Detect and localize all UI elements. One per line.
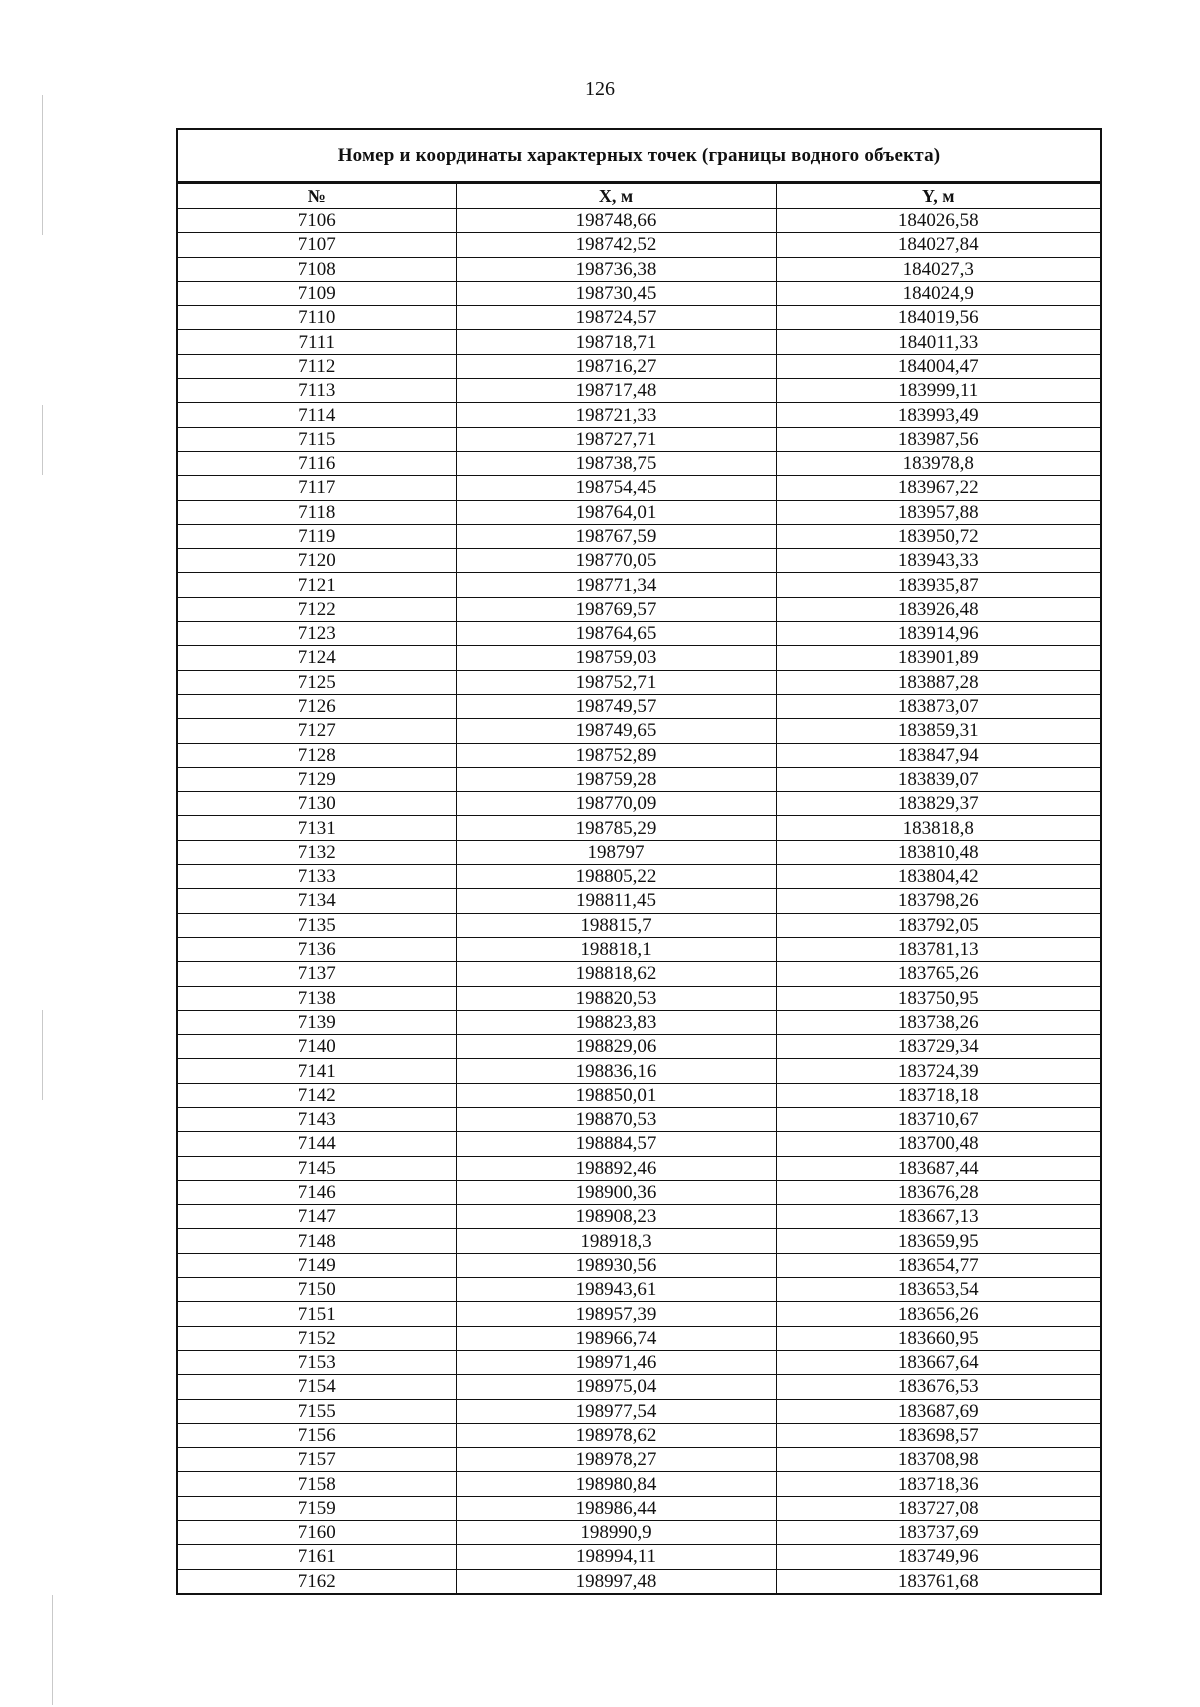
x-coordinate-cell: 198829,06 bbox=[456, 1035, 776, 1059]
x-coordinate-cell: 198771,34 bbox=[456, 573, 776, 597]
point-number-cell: 7142 bbox=[178, 1083, 456, 1107]
point-number-cell: 7117 bbox=[178, 476, 456, 500]
table-row bbox=[178, 913, 1100, 937]
point-number-cell: 7158 bbox=[178, 1472, 456, 1496]
x-coordinate-cell: 198850,01 bbox=[456, 1083, 776, 1107]
table-row bbox=[178, 962, 1100, 986]
x-coordinate-cell: 198815,7 bbox=[456, 913, 776, 937]
table-row bbox=[178, 500, 1100, 524]
table-row bbox=[178, 306, 1100, 330]
x-coordinate-cell: 198718,71 bbox=[456, 330, 776, 354]
point-number-cell: 7112 bbox=[178, 354, 456, 378]
x-coordinate-cell: 198717,48 bbox=[456, 379, 776, 403]
y-coordinate-cell: 183656,26 bbox=[776, 1302, 1100, 1326]
point-number-cell: 7120 bbox=[178, 549, 456, 573]
x-coordinate-cell: 198724,57 bbox=[456, 306, 776, 330]
point-number-cell: 7147 bbox=[178, 1205, 456, 1229]
x-coordinate-cell: 198767,59 bbox=[456, 524, 776, 548]
point-number-cell: 7130 bbox=[178, 792, 456, 816]
table-row bbox=[178, 986, 1100, 1010]
point-number-cell: 7111 bbox=[178, 330, 456, 354]
y-coordinate-cell: 183804,42 bbox=[776, 865, 1100, 889]
table-row bbox=[178, 1132, 1100, 1156]
y-coordinate-cell: 183818,8 bbox=[776, 816, 1100, 840]
table-row bbox=[178, 549, 1100, 573]
x-coordinate-cell: 198742,52 bbox=[456, 233, 776, 257]
coordinates-table-frame bbox=[176, 128, 1102, 1595]
y-coordinate-cell: 183914,96 bbox=[776, 622, 1100, 646]
x-coordinate-cell: 198785,29 bbox=[456, 816, 776, 840]
y-coordinate-cell: 183718,18 bbox=[776, 1083, 1100, 1107]
point-number-cell: 7119 bbox=[178, 524, 456, 548]
y-coordinate-cell: 183926,48 bbox=[776, 597, 1100, 621]
x-coordinate-cell: 198727,71 bbox=[456, 427, 776, 451]
table-title: Номер и координаты характерных точек (границы водного объекта) bbox=[178, 130, 1100, 183]
table-row bbox=[178, 354, 1100, 378]
y-coordinate-cell: 183829,37 bbox=[776, 792, 1100, 816]
y-coordinate-cell: 183847,94 bbox=[776, 743, 1100, 767]
point-number-cell: 7126 bbox=[178, 694, 456, 718]
y-coordinate-cell: 183873,07 bbox=[776, 694, 1100, 718]
point-number-cell: 7116 bbox=[178, 451, 456, 475]
point-number-cell: 7110 bbox=[178, 306, 456, 330]
table-row bbox=[178, 597, 1100, 621]
table-row bbox=[178, 743, 1100, 767]
point-number-cell: 7133 bbox=[178, 865, 456, 889]
x-coordinate-cell: 198908,23 bbox=[456, 1205, 776, 1229]
scan-edge-mark bbox=[42, 1010, 43, 1100]
x-coordinate-cell: 198884,57 bbox=[456, 1132, 776, 1156]
table-row bbox=[178, 257, 1100, 281]
point-number-cell: 7154 bbox=[178, 1375, 456, 1399]
point-number-cell: 7124 bbox=[178, 646, 456, 670]
x-coordinate-cell: 198805,22 bbox=[456, 865, 776, 889]
table-row bbox=[178, 403, 1100, 427]
y-coordinate-cell: 183987,56 bbox=[776, 427, 1100, 451]
x-coordinate-cell: 198738,75 bbox=[456, 451, 776, 475]
y-coordinate-cell: 183727,08 bbox=[776, 1496, 1100, 1520]
x-coordinate-cell: 198977,54 bbox=[456, 1399, 776, 1423]
x-coordinate-cell: 198818,1 bbox=[456, 937, 776, 961]
y-coordinate-cell: 183729,34 bbox=[776, 1035, 1100, 1059]
table-row bbox=[178, 451, 1100, 475]
table-row bbox=[178, 1521, 1100, 1545]
point-number-cell: 7152 bbox=[178, 1326, 456, 1350]
table-row bbox=[178, 816, 1100, 840]
x-coordinate-cell: 198990,9 bbox=[456, 1521, 776, 1545]
y-coordinate-cell: 184027,84 bbox=[776, 233, 1100, 257]
y-coordinate-cell: 183781,13 bbox=[776, 937, 1100, 961]
point-number-cell: 7127 bbox=[178, 719, 456, 743]
table-row bbox=[178, 767, 1100, 791]
x-coordinate-cell: 198978,27 bbox=[456, 1448, 776, 1472]
x-coordinate-cell: 198730,45 bbox=[456, 281, 776, 305]
x-coordinate-cell: 198716,27 bbox=[456, 354, 776, 378]
x-coordinate-cell: 198749,65 bbox=[456, 719, 776, 743]
table-row bbox=[178, 1010, 1100, 1034]
x-coordinate-cell: 198811,45 bbox=[456, 889, 776, 913]
point-number-cell: 7109 bbox=[178, 281, 456, 305]
y-coordinate-cell: 183993,49 bbox=[776, 403, 1100, 427]
y-coordinate-cell: 183698,57 bbox=[776, 1423, 1100, 1447]
y-coordinate-cell: 183859,31 bbox=[776, 719, 1100, 743]
y-coordinate-cell: 183659,95 bbox=[776, 1229, 1100, 1253]
table-row bbox=[178, 1180, 1100, 1204]
x-coordinate-cell: 198823,83 bbox=[456, 1010, 776, 1034]
table-row bbox=[178, 1350, 1100, 1374]
y-coordinate-cell: 183967,22 bbox=[776, 476, 1100, 500]
x-coordinate-cell: 198918,3 bbox=[456, 1229, 776, 1253]
table-row bbox=[178, 1302, 1100, 1326]
x-coordinate-cell: 198892,46 bbox=[456, 1156, 776, 1180]
table-row bbox=[178, 1035, 1100, 1059]
column-header-number: № bbox=[178, 184, 456, 209]
point-number-cell: 7138 bbox=[178, 986, 456, 1010]
point-number-cell: 7122 bbox=[178, 597, 456, 621]
y-coordinate-cell: 184019,56 bbox=[776, 306, 1100, 330]
y-coordinate-cell: 183737,69 bbox=[776, 1521, 1100, 1545]
table-row bbox=[178, 694, 1100, 718]
point-number-cell: 7115 bbox=[178, 427, 456, 451]
point-number-cell: 7139 bbox=[178, 1010, 456, 1034]
point-number-cell: 7145 bbox=[178, 1156, 456, 1180]
table-row bbox=[178, 889, 1100, 913]
table-row bbox=[178, 476, 1100, 500]
table-row bbox=[178, 1229, 1100, 1253]
y-coordinate-cell: 183660,95 bbox=[776, 1326, 1100, 1350]
y-coordinate-cell: 183761,68 bbox=[776, 1569, 1100, 1593]
y-coordinate-cell: 183718,36 bbox=[776, 1472, 1100, 1496]
table-row bbox=[178, 1496, 1100, 1520]
x-coordinate-cell: 198764,65 bbox=[456, 622, 776, 646]
point-number-cell: 7137 bbox=[178, 962, 456, 986]
y-coordinate-cell: 183738,26 bbox=[776, 1010, 1100, 1034]
point-number-cell: 7121 bbox=[178, 573, 456, 597]
scan-edge-mark bbox=[52, 1595, 53, 1705]
y-coordinate-cell: 184011,33 bbox=[776, 330, 1100, 354]
y-coordinate-cell: 183700,48 bbox=[776, 1132, 1100, 1156]
y-coordinate-cell: 183687,69 bbox=[776, 1399, 1100, 1423]
x-coordinate-cell: 198769,57 bbox=[456, 597, 776, 621]
y-coordinate-cell: 184024,9 bbox=[776, 281, 1100, 305]
y-coordinate-cell: 183943,33 bbox=[776, 549, 1100, 573]
y-coordinate-cell: 183687,44 bbox=[776, 1156, 1100, 1180]
y-coordinate-cell: 183676,53 bbox=[776, 1375, 1100, 1399]
table-row bbox=[178, 1545, 1100, 1569]
scan-edge-mark bbox=[42, 95, 43, 235]
point-number-cell: 7114 bbox=[178, 403, 456, 427]
y-coordinate-cell: 183724,39 bbox=[776, 1059, 1100, 1083]
point-number-cell: 7162 bbox=[178, 1569, 456, 1593]
table-row bbox=[178, 1156, 1100, 1180]
table-row bbox=[178, 646, 1100, 670]
table-row bbox=[178, 1205, 1100, 1229]
x-coordinate-cell: 198870,53 bbox=[456, 1107, 776, 1131]
table-row bbox=[178, 1326, 1100, 1350]
y-coordinate-cell: 183667,64 bbox=[776, 1350, 1100, 1374]
y-coordinate-cell: 183792,05 bbox=[776, 913, 1100, 937]
point-number-cell: 7140 bbox=[178, 1035, 456, 1059]
x-coordinate-cell: 198752,71 bbox=[456, 670, 776, 694]
table-header-row bbox=[178, 184, 1100, 209]
x-coordinate-cell: 198836,16 bbox=[456, 1059, 776, 1083]
point-number-cell: 7118 bbox=[178, 500, 456, 524]
y-coordinate-cell: 183749,96 bbox=[776, 1545, 1100, 1569]
table-row bbox=[178, 1107, 1100, 1131]
table-row bbox=[178, 1423, 1100, 1447]
point-number-cell: 7132 bbox=[178, 840, 456, 864]
table-row bbox=[178, 209, 1100, 233]
x-coordinate-cell: 198797 bbox=[456, 840, 776, 864]
x-coordinate-cell: 198900,36 bbox=[456, 1180, 776, 1204]
y-coordinate-cell: 183957,88 bbox=[776, 500, 1100, 524]
y-coordinate-cell: 183950,72 bbox=[776, 524, 1100, 548]
point-number-cell: 7136 bbox=[178, 937, 456, 961]
table-row bbox=[178, 792, 1100, 816]
x-coordinate-cell: 198820,53 bbox=[456, 986, 776, 1010]
point-number-cell: 7106 bbox=[178, 209, 456, 233]
column-header-y: Y, м bbox=[776, 184, 1100, 209]
point-number-cell: 7149 bbox=[178, 1253, 456, 1277]
table-row bbox=[178, 330, 1100, 354]
page-number: 126 bbox=[585, 78, 615, 100]
y-coordinate-cell: 183654,77 bbox=[776, 1253, 1100, 1277]
point-number-cell: 7123 bbox=[178, 622, 456, 646]
y-coordinate-cell: 183667,13 bbox=[776, 1205, 1100, 1229]
point-number-cell: 7148 bbox=[178, 1229, 456, 1253]
y-coordinate-cell: 183750,95 bbox=[776, 986, 1100, 1010]
table-row bbox=[178, 1448, 1100, 1472]
y-coordinate-cell: 183887,28 bbox=[776, 670, 1100, 694]
x-coordinate-cell: 198930,56 bbox=[456, 1253, 776, 1277]
x-coordinate-cell: 198764,01 bbox=[456, 500, 776, 524]
x-coordinate-cell: 198971,46 bbox=[456, 1350, 776, 1374]
x-coordinate-cell: 198943,61 bbox=[456, 1278, 776, 1302]
point-number-cell: 7156 bbox=[178, 1423, 456, 1447]
x-coordinate-cell: 198770,05 bbox=[456, 549, 776, 573]
y-coordinate-cell: 183798,26 bbox=[776, 889, 1100, 913]
table-row bbox=[178, 865, 1100, 889]
point-number-cell: 7159 bbox=[178, 1496, 456, 1520]
x-coordinate-cell: 198749,57 bbox=[456, 694, 776, 718]
x-coordinate-cell: 198997,48 bbox=[456, 1569, 776, 1593]
table-row bbox=[178, 670, 1100, 694]
y-coordinate-cell: 183676,28 bbox=[776, 1180, 1100, 1204]
x-coordinate-cell: 198754,45 bbox=[456, 476, 776, 500]
y-coordinate-cell: 184027,3 bbox=[776, 257, 1100, 281]
table-row bbox=[178, 937, 1100, 961]
table-row bbox=[178, 840, 1100, 864]
y-coordinate-cell: 183810,48 bbox=[776, 840, 1100, 864]
y-coordinate-cell: 183708,98 bbox=[776, 1448, 1100, 1472]
x-coordinate-cell: 198966,74 bbox=[456, 1326, 776, 1350]
point-number-cell: 7146 bbox=[178, 1180, 456, 1204]
point-number-cell: 7155 bbox=[178, 1399, 456, 1423]
table-row bbox=[178, 281, 1100, 305]
point-number-cell: 7143 bbox=[178, 1107, 456, 1131]
y-coordinate-cell: 183653,54 bbox=[776, 1278, 1100, 1302]
x-coordinate-cell: 198721,33 bbox=[456, 403, 776, 427]
x-coordinate-cell: 198748,66 bbox=[456, 209, 776, 233]
x-coordinate-cell: 198957,39 bbox=[456, 1302, 776, 1326]
table-row bbox=[178, 1399, 1100, 1423]
x-coordinate-cell: 198818,62 bbox=[456, 962, 776, 986]
point-number-cell: 7160 bbox=[178, 1521, 456, 1545]
point-number-cell: 7150 bbox=[178, 1278, 456, 1302]
table-row bbox=[178, 524, 1100, 548]
table-body bbox=[178, 209, 1100, 1593]
table-row bbox=[178, 622, 1100, 646]
x-coordinate-cell: 198759,03 bbox=[456, 646, 776, 670]
point-number-cell: 7135 bbox=[178, 913, 456, 937]
x-coordinate-cell: 198975,04 bbox=[456, 1375, 776, 1399]
coordinates-table bbox=[178, 183, 1100, 1593]
point-number-cell: 7125 bbox=[178, 670, 456, 694]
table-row bbox=[178, 719, 1100, 743]
y-coordinate-cell: 183710,67 bbox=[776, 1107, 1100, 1131]
table-row bbox=[178, 1375, 1100, 1399]
y-coordinate-cell: 183999,11 bbox=[776, 379, 1100, 403]
y-coordinate-cell: 183935,87 bbox=[776, 573, 1100, 597]
point-number-cell: 7131 bbox=[178, 816, 456, 840]
point-number-cell: 7134 bbox=[178, 889, 456, 913]
y-coordinate-cell: 183839,07 bbox=[776, 767, 1100, 791]
table-row bbox=[178, 1253, 1100, 1277]
y-coordinate-cell: 183901,89 bbox=[776, 646, 1100, 670]
table-row bbox=[178, 233, 1100, 257]
y-coordinate-cell: 184004,47 bbox=[776, 354, 1100, 378]
x-coordinate-cell: 198978,62 bbox=[456, 1423, 776, 1447]
column-header-x: X, м bbox=[456, 184, 776, 209]
table-row bbox=[178, 427, 1100, 451]
point-number-cell: 7153 bbox=[178, 1350, 456, 1374]
x-coordinate-cell: 198736,38 bbox=[456, 257, 776, 281]
point-number-cell: 7108 bbox=[178, 257, 456, 281]
x-coordinate-cell: 198986,44 bbox=[456, 1496, 776, 1520]
point-number-cell: 7129 bbox=[178, 767, 456, 791]
table-row bbox=[178, 1059, 1100, 1083]
y-coordinate-cell: 184026,58 bbox=[776, 209, 1100, 233]
x-coordinate-cell: 198752,89 bbox=[456, 743, 776, 767]
x-coordinate-cell: 198759,28 bbox=[456, 767, 776, 791]
point-number-cell: 7144 bbox=[178, 1132, 456, 1156]
point-number-cell: 7128 bbox=[178, 743, 456, 767]
point-number-cell: 7157 bbox=[178, 1448, 456, 1472]
point-number-cell: 7107 bbox=[178, 233, 456, 257]
y-coordinate-cell: 183765,26 bbox=[776, 962, 1100, 986]
table-row bbox=[178, 379, 1100, 403]
point-number-cell: 7141 bbox=[178, 1059, 456, 1083]
table-row bbox=[178, 573, 1100, 597]
x-coordinate-cell: 198980,84 bbox=[456, 1472, 776, 1496]
table-row bbox=[178, 1083, 1100, 1107]
point-number-cell: 7113 bbox=[178, 379, 456, 403]
point-number-cell: 7151 bbox=[178, 1302, 456, 1326]
table-row bbox=[178, 1569, 1100, 1593]
x-coordinate-cell: 198770,09 bbox=[456, 792, 776, 816]
y-coordinate-cell: 183978,8 bbox=[776, 451, 1100, 475]
x-coordinate-cell: 198994,11 bbox=[456, 1545, 776, 1569]
scan-edge-mark bbox=[42, 405, 43, 475]
table-row bbox=[178, 1278, 1100, 1302]
table-row bbox=[178, 1472, 1100, 1496]
point-number-cell: 7161 bbox=[178, 1545, 456, 1569]
